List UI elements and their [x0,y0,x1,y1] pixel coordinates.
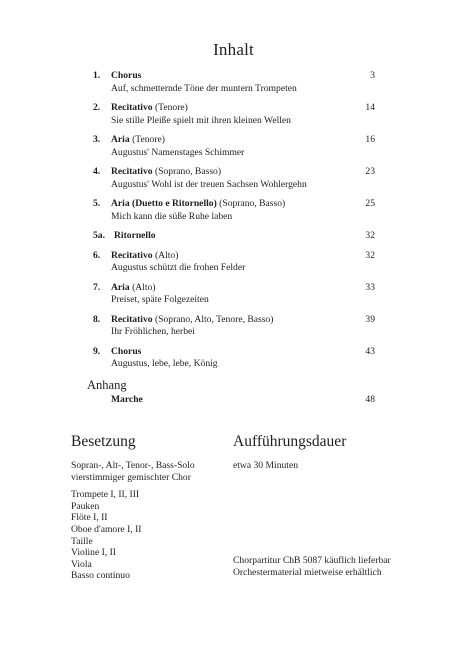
toc-movement-name: Recitativo [111,313,153,325]
toc-voices: (Soprano, Basso) [219,198,286,209]
toc-incipit: Augustus, lebe, lebe, König [111,358,218,369]
toc-number: 6. [93,249,101,261]
toc-movement-name: Chorus [111,345,142,357]
toc-number: 1. [93,70,101,81]
toc-movement-name: Ritornello [114,230,156,241]
toc-page-number: 25 [365,198,375,209]
toc-entry-7 [93,282,375,307]
instrument-line: Trompete I, II, III [71,489,140,501]
toc-incipit: Augustus schützt die frohen Felder [111,262,246,273]
toc-incipit: Preiset, späte Folgezeiten [111,294,209,305]
instrument-line: Flöte I, II [71,512,108,524]
toc-incipit: Ihr Fröhlichen, herbei [111,326,195,337]
toc-voices: (Alto) [132,281,156,293]
instrument-line: Viola [71,558,92,570]
toc-movement-name: Aria [111,134,130,145]
toc-page-number: 14 [365,102,375,113]
toc-entry-1 [93,70,375,95]
toc-entry-8 [93,314,375,339]
voice-line: vierstimmiger gemischter Chor [71,471,191,483]
toc-page-number: 33 [365,281,375,293]
toc-entry-6 [93,250,375,275]
toc-number: 7. [93,281,101,293]
instrument-line: Taille [71,535,93,547]
toc-movement-name: Aria (Duetto e Ritornello) [111,198,217,209]
toc-page-number: 3 [370,70,375,81]
toc-entry-3 [93,134,375,159]
page-title: Inhalt [213,40,254,59]
toc-incipit: Augustus' Wohl ist der treuen Sachsen Wohlergehn [111,178,307,190]
toc-entry-9 [93,346,375,371]
toc-incipit: Mich kann die süße Ruhe laben [111,210,233,222]
toc-entry-5 [93,198,375,223]
appendix-item-name: Marche [111,393,143,405]
toc-movement-name: Recitativo [111,166,153,177]
toc-number: 8. [93,313,101,325]
instrumentation-section [71,433,195,582]
duration-section [233,433,346,472]
toc-voices: (Alto) [154,249,179,261]
orchestra-material-note: Orchestermaterial mietweise erhältlich [233,566,382,578]
voice-line: Sopran-, Alt-, Tenor-, Bass-Solo [71,460,195,471]
toc-page-number: 43 [365,345,375,357]
choral-score-note: Chorpartitur ChB 5087 käuflich lieferbar [233,555,391,566]
toc-movement-name: Recitativo [111,249,153,261]
instrument-line: Violine I, II [71,547,116,559]
publication-notes [233,555,391,578]
toc-entry-2 [93,102,375,127]
instrumentation-title: Besetzung [71,433,136,450]
toc-page-number: 16 [365,134,375,145]
appendix-heading: Anhang [87,377,127,392]
toc-voices: (Tenore) [132,134,165,145]
instrument-line: Basso continuo [71,570,130,582]
toc-incipit: Augustus' Namenstages Schimmer [111,146,245,158]
toc-page-number: 32 [365,249,375,261]
appendix-entry [93,394,375,407]
toc-number: 2. [93,102,101,113]
toc-movement-name: Chorus [111,70,142,81]
table-of-contents [87,70,375,406]
toc-movement-name: Recitativo [111,102,153,113]
toc-voices: (Soprano, Basso) [154,166,222,177]
toc-movement-name: Aria [111,281,130,293]
toc-number: 5. [93,198,101,209]
toc-number: 4. [93,166,101,177]
toc-incipit: Sie stille Pleiße spielt mit ihren kleinen Wellen [111,114,291,126]
toc-voices: (Soprano, Alto, Tenore, Basso) [154,313,274,325]
toc-entry-4 [93,166,375,191]
toc-number: 9. [93,345,101,357]
toc-voices: (Tenore) [154,102,188,113]
toc-page-number: 32 [365,230,375,241]
toc-number: 5a. [93,230,105,241]
duration-value: etwa 30 Minuten [233,460,299,471]
toc-page-number: 23 [365,166,375,177]
toc-incipit: Auf, schmetternde Töne der muntern Trompeten [111,82,297,94]
instrument-line: Pauken [71,500,100,512]
toc-page-number: 39 [365,313,375,325]
duration-title: Aufführungsdauer [233,433,347,450]
toc-number: 3. [93,134,101,145]
instrument-line: Oboe d'amore I, II [71,523,142,535]
appendix-page-number: 48 [365,393,375,405]
toc-entry-5a [93,230,375,243]
